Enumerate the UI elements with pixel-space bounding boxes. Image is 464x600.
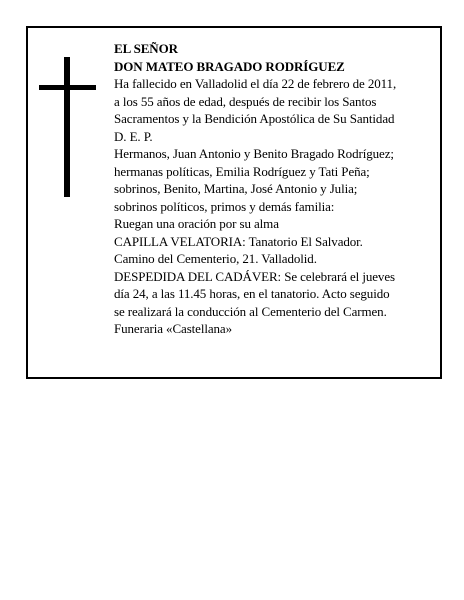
obituary-text <box>114 40 434 338</box>
obituary-line: Ruegan una oración por su alma <box>114 216 279 231</box>
cross-icon-horizontal-bar <box>39 85 96 90</box>
obituary-line: CAPILLA VELATORIA: Tanatorio El Salvador. <box>114 233 363 249</box>
obituary-line: a los 55 años de edad, después de recibir los Santos <box>114 93 377 109</box>
obituary-line: DESPEDIDA DEL CADÁVER: Se celebrará el jueves <box>114 268 395 284</box>
obituary-line: Funeraria «Castellana» <box>114 321 233 336</box>
cross-icon-vertical-bar <box>64 57 70 197</box>
obituary-line: sobrinos, Benito, Martina, José Antonio y Julia; <box>114 181 358 196</box>
obituary-line: Camino del Cementerio, 21. Valladolid. <box>114 251 317 266</box>
obituary-line: hermanas políticas, Emilia Rodríguez y Tati Peña; <box>114 163 370 179</box>
obituary-line: día 24, a las 11.45 horas, en el tanatorio. Acto seguido <box>114 286 390 301</box>
obituary-line: se realizará la conducción al Cementerio del Carmen. <box>114 303 387 319</box>
obituary-title-line2: DON MATEO BRAGADO RODRÍGUEZ <box>114 58 345 74</box>
obituary-line: D. E. P. <box>114 128 153 144</box>
obituary-title-line1: EL SEÑOR <box>114 41 178 56</box>
obituary-line: Sacramentos y la Bendición Apostólica de Su Santidad <box>114 111 395 126</box>
obituary-line: Ha fallecido en Valladolid el día 22 de febrero de 2011, <box>114 76 397 91</box>
obituary-line: Hermanos, Juan Antonio y Benito Bragado Rodríguez; <box>114 146 394 161</box>
obituary-line: sobrinos políticos, primos y demás familia: <box>114 198 335 214</box>
